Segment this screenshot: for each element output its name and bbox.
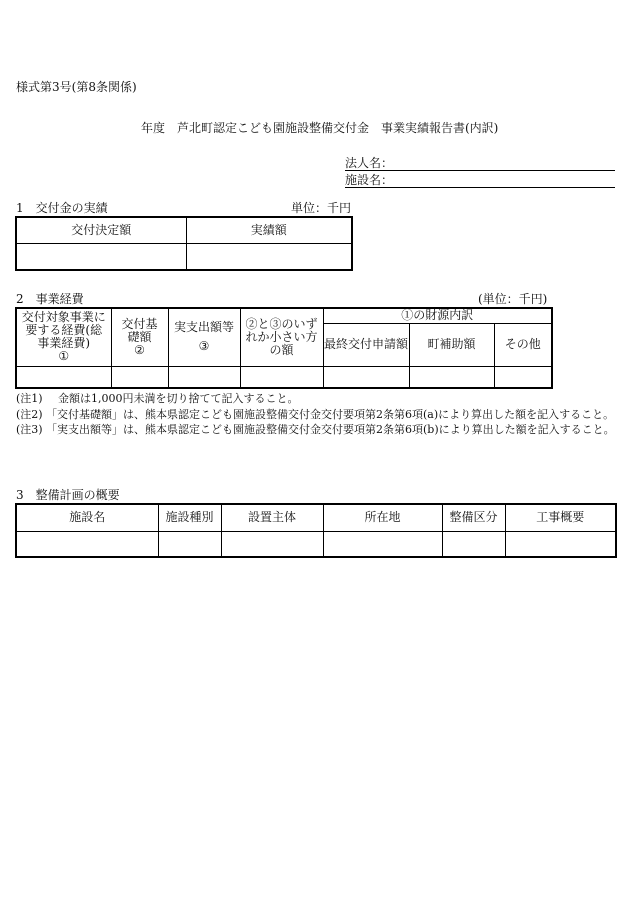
cell-final-application[interactable] bbox=[323, 366, 409, 388]
cell-lesser-amount[interactable] bbox=[240, 366, 323, 388]
col-construction-summary: 工事概要 bbox=[505, 504, 616, 531]
cell-founder[interactable] bbox=[221, 531, 323, 557]
cell-other[interactable] bbox=[494, 366, 552, 388]
note-text: 「交付基礎額」は、熊本県認定こども園施設整備交付金交付要項第2条第6項(a)により算出した額を記入すること。 bbox=[46, 408, 615, 421]
col-total-expense-number: ① bbox=[58, 349, 70, 364]
grant-results-table bbox=[15, 216, 353, 271]
notes bbox=[16, 392, 616, 436]
note-text: 金額は1,000円未満を切り捨てて記入すること。 bbox=[58, 392, 299, 405]
development-plan-table bbox=[15, 503, 617, 558]
note-item bbox=[16, 392, 616, 406]
note-label: (注1) bbox=[16, 392, 43, 405]
col-total-expense bbox=[16, 308, 111, 366]
col-decided-amount: 交付決定額 bbox=[16, 217, 186, 243]
section2-unit: (単位：千円) bbox=[478, 292, 548, 306]
cell-facility-type[interactable] bbox=[158, 531, 221, 557]
section1-heading: 1 交付金の実績 bbox=[16, 201, 108, 215]
col-actual-expense bbox=[168, 308, 240, 366]
note-label: (注3) bbox=[16, 423, 43, 436]
col-other: その他 bbox=[494, 323, 552, 366]
cell-total-expense[interactable] bbox=[16, 366, 111, 388]
cell-actual-amount[interactable] bbox=[186, 243, 352, 270]
col-location: 所在地 bbox=[323, 504, 442, 531]
form-number: 様式第3号(第8条関係) bbox=[16, 80, 137, 94]
col-founder: 設置主体 bbox=[221, 504, 323, 531]
col-actual-amount: 実績額 bbox=[186, 217, 352, 243]
corp-name-line[interactable] bbox=[345, 156, 615, 171]
col-actual-expense-number: ③ bbox=[198, 339, 210, 354]
col-base-amount bbox=[111, 308, 168, 366]
col-base-amount-label: 交付基礎額 bbox=[121, 316, 158, 344]
col-facility-type: 施設種別 bbox=[158, 504, 221, 531]
corp-name-label: 法人名： bbox=[345, 156, 394, 170]
facility-name-label: 施設名： bbox=[345, 173, 394, 187]
cell-decided-amount[interactable] bbox=[16, 243, 186, 270]
section3-heading: 3 整備計画の概要 bbox=[16, 488, 120, 502]
col-lesser-amount: ②と③のいずれか小さい方の額 bbox=[240, 308, 323, 366]
col-base-amount-number: ② bbox=[134, 342, 145, 357]
cell-town-subsidy[interactable] bbox=[409, 366, 494, 388]
cell-base-amount[interactable] bbox=[111, 366, 168, 388]
section2-heading: 2 事業経費 bbox=[16, 292, 84, 306]
col-funding-breakdown: ①の財源内訳 bbox=[323, 308, 552, 323]
cell-development-category[interactable] bbox=[442, 531, 505, 557]
section1-unit: 単位：千円 bbox=[291, 201, 352, 215]
document-title: 年度 芦北町認定こども園施設整備交付金 事業実績報告書(内訳) bbox=[141, 121, 499, 135]
cell-location[interactable] bbox=[323, 531, 442, 557]
col-actual-expense-label: 実支出額等 bbox=[173, 320, 234, 335]
col-town-subsidy: 町補助額 bbox=[409, 323, 494, 366]
col-total-expense-label: 交付対象事業に要する経費(総事業経費) bbox=[21, 310, 106, 351]
facility-name-line[interactable] bbox=[345, 173, 615, 188]
col-development-category: 整備区分 bbox=[442, 504, 505, 531]
cell-actual-expense[interactable] bbox=[168, 366, 240, 388]
note-item bbox=[16, 423, 616, 436]
note-label: (注2) bbox=[16, 408, 43, 421]
note-text: 「実支出額等」は、熊本県認定こども園施設整備交付金交付要項第2条第6項(b)により算出した額を記入すること。 bbox=[46, 423, 615, 436]
project-expenses-table bbox=[15, 307, 553, 389]
col-facility-name: 施設名 bbox=[16, 504, 158, 531]
cell-facility-name[interactable] bbox=[16, 531, 158, 557]
note-item bbox=[16, 408, 616, 421]
cell-construction-summary[interactable] bbox=[505, 531, 616, 557]
col-final-application: 最終交付申請額 bbox=[323, 323, 409, 366]
